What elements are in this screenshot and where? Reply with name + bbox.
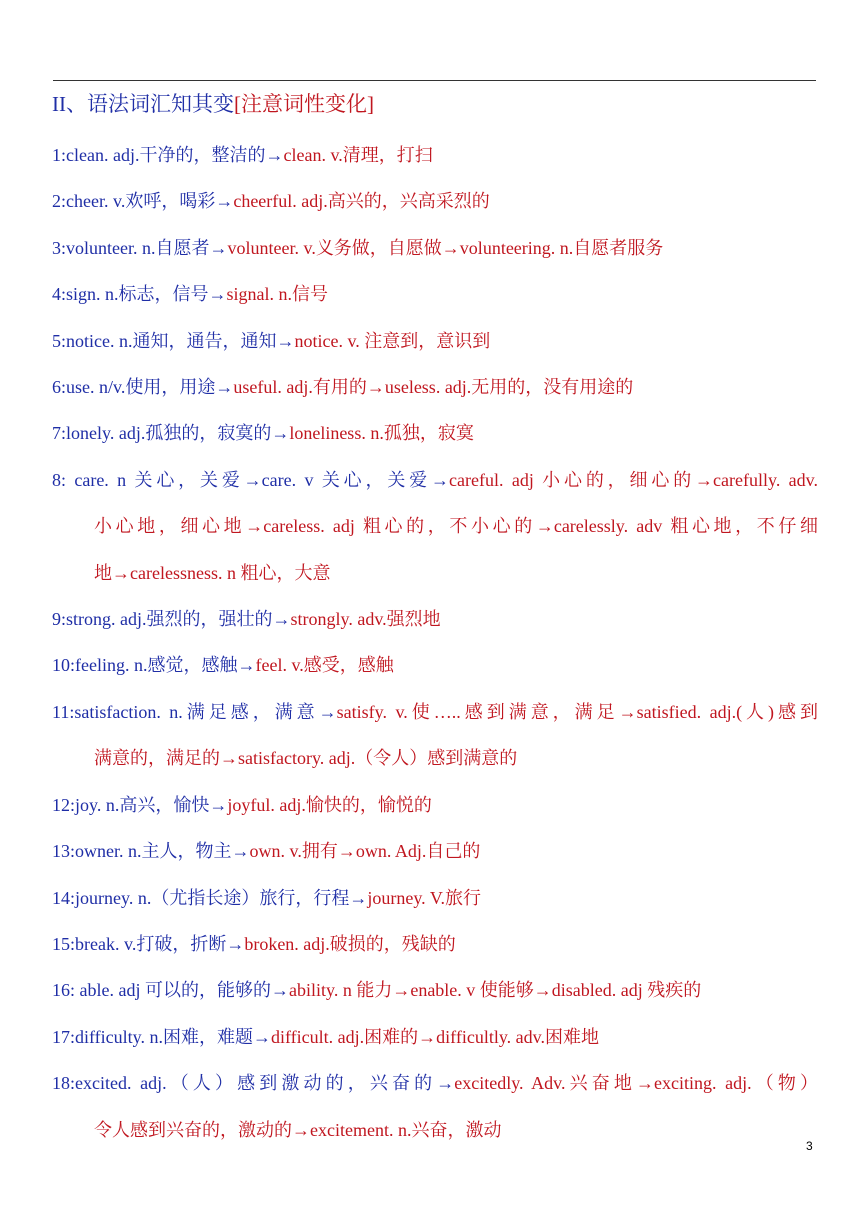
document-body	[52, 86, 818, 1153]
entry-number: 13:	[52, 841, 76, 862]
base-form: difficulty. n.困难，难题→	[75, 1026, 272, 1047]
derived-form: loneliness. n.孤独，寂寞	[289, 423, 474, 444]
base-form: strong. adj.强烈的，强壮的→	[66, 609, 291, 630]
entry-line	[52, 1060, 818, 1106]
derived-form: joyful. adj.愉快的，愉悦的	[227, 794, 432, 815]
derived-form: feel. v.感受，感触	[255, 655, 394, 676]
base-form: feeling. n.感觉，感触→	[75, 655, 256, 676]
entry-number: 15:	[52, 933, 76, 954]
vocabulary-entry	[52, 689, 818, 782]
base-form: joy. n.高兴，愉快→	[75, 794, 228, 815]
entry-line	[52, 689, 818, 735]
derived-form: satisfy. v.使…..感到满意，满足→satisfied. adj.(人)感到	[336, 701, 818, 722]
derived-form: 令人感到兴奋的，激动的→excitement. n.兴奋，激动	[94, 1119, 502, 1140]
derived-form: careful. adj 小心的，细心的→carefully. adv.	[449, 469, 818, 490]
derived-form: useful. adj.有用的→useless. adj.无用的，没有用途的	[233, 377, 634, 398]
vocabulary-entry	[52, 875, 818, 921]
entry-line	[52, 318, 818, 364]
base-form: satisfaction. n.满足感，满意→	[74, 701, 337, 722]
section-heading-title: II、语法词汇知其变	[52, 92, 234, 116]
section-heading	[52, 86, 818, 122]
base-form: notice. n.通知，通告，通知→	[66, 330, 295, 351]
vocabulary-entry	[52, 318, 818, 364]
entry-line	[52, 225, 818, 271]
derived-form: 小心地，细心地→careless. adj 粗心的，不小心的→carelessly. adv 粗心地，不仔细	[94, 516, 818, 537]
entry-number: 3:	[52, 237, 67, 258]
base-form: use. n/v.使用，用途→	[66, 377, 234, 398]
header-rule	[53, 80, 816, 81]
entry-line	[52, 178, 818, 224]
vocabulary-entry	[52, 132, 818, 178]
vocabulary-entry	[52, 921, 818, 967]
base-form: journey. n.（尤指长途）旅行，行程→	[75, 887, 368, 908]
entry-number: 12:	[52, 794, 76, 815]
derived-form: journey. V.旅行	[367, 887, 482, 908]
entry-line	[52, 642, 818, 688]
entry-number: 16:	[52, 980, 80, 1001]
entry-number: 11:	[52, 701, 75, 722]
derived-form: clean. v.清理，打扫	[283, 145, 433, 165]
entry-number: 18:	[52, 1073, 76, 1094]
vocabulary-entry	[52, 410, 818, 456]
vocabulary-entry	[52, 642, 818, 688]
derived-form: difficult. adj.困难的→difficultly. adv.困难地	[271, 1026, 599, 1047]
page-number: 3	[806, 1139, 813, 1153]
base-form: excited. adj.（人）感到激动的，兴奋的→	[75, 1073, 455, 1094]
entry-line	[52, 967, 818, 1013]
derived-form: cheerful. adj.高兴的，兴高采烈的	[233, 191, 490, 212]
base-form: cheer. v.欢呼，喝彩→	[66, 191, 234, 212]
entry-number: 5:	[52, 330, 67, 351]
derived-form: 满意的，满足的→satisfactory. adj.（令人）感到满意的	[94, 748, 518, 769]
entry-line	[52, 364, 818, 410]
vocabulary-entry	[52, 225, 818, 271]
entry-line	[52, 782, 818, 828]
derived-form: broken. adj.破损的，残缺的	[244, 933, 456, 954]
vocabulary-entry	[52, 271, 818, 317]
entry-line	[52, 271, 818, 317]
vocabulary-entry	[52, 1014, 818, 1060]
derived-form: notice. v. 注意到，意识到	[294, 330, 491, 351]
vocabulary-entry	[52, 782, 818, 828]
entry-number: 10:	[52, 655, 76, 676]
derived-form: 地→carelessness. n 粗心，大意	[94, 562, 331, 583]
entry-line	[52, 132, 818, 178]
entry-number: 4:	[52, 284, 67, 305]
vocabulary-entry	[52, 967, 818, 1013]
base-form: able. adj 可以的，能够的→	[79, 980, 289, 1001]
base-form: break. v.打破，折断→	[75, 933, 245, 954]
entry-number: 1:	[52, 145, 67, 165]
entry-continuation-line	[52, 503, 818, 549]
entry-continuation-line	[52, 550, 818, 596]
derived-form: volunteer. v.义务做，自愿做→volunteering. n.自愿者服务	[227, 237, 664, 258]
section-heading-note: [注意词性变化]	[234, 92, 374, 116]
entry-number: 8:	[52, 469, 75, 490]
vocabulary-list	[52, 132, 818, 1153]
vocabulary-entry	[52, 828, 818, 874]
derived-form: excitedly. Adv.兴奋地→exciting. adj.（物）	[454, 1073, 818, 1094]
entry-line	[52, 410, 818, 456]
vocabulary-entry	[52, 1060, 818, 1153]
entry-line	[52, 457, 818, 503]
base-form: owner. n.主人，物主→	[75, 841, 250, 862]
entry-continuation-line	[52, 735, 818, 781]
entry-line	[52, 875, 818, 921]
derived-form: ability. n 能力→enable. v 使能够→disabled. adj 残疾的	[289, 980, 702, 1001]
entry-number: 9:	[52, 609, 67, 630]
vocabulary-entry	[52, 178, 818, 224]
vocabulary-entry	[52, 364, 818, 410]
entry-number: 6:	[52, 377, 67, 398]
vocabulary-entry	[52, 596, 818, 642]
base-form: volunteer. n.自愿者→	[66, 237, 228, 258]
vocabulary-entry	[52, 457, 818, 596]
entry-line	[52, 828, 818, 874]
base-form: lonely. adj.孤独的，寂寞的→	[66, 423, 290, 444]
entry-line	[52, 596, 818, 642]
entry-number: 14:	[52, 887, 76, 908]
entry-number: 7:	[52, 423, 67, 444]
entry-number: 2:	[52, 191, 67, 212]
derived-form: signal. n.信号	[226, 284, 329, 305]
entry-line	[52, 921, 818, 967]
derived-form: own. v.拥有→own. Adj.自己的	[249, 841, 481, 862]
derived-form: strongly. adv.强烈地	[290, 609, 441, 630]
entry-line	[52, 1014, 818, 1060]
base-form: care. n 关心，关爱→care. v 关心，关爱→	[74, 469, 450, 490]
entry-number: 17:	[52, 1026, 76, 1047]
entry-continuation-line	[52, 1107, 818, 1153]
base-form: sign. n.标志，信号→	[66, 284, 227, 305]
base-form: clean. adj.干净的，整洁的→	[66, 145, 284, 165]
